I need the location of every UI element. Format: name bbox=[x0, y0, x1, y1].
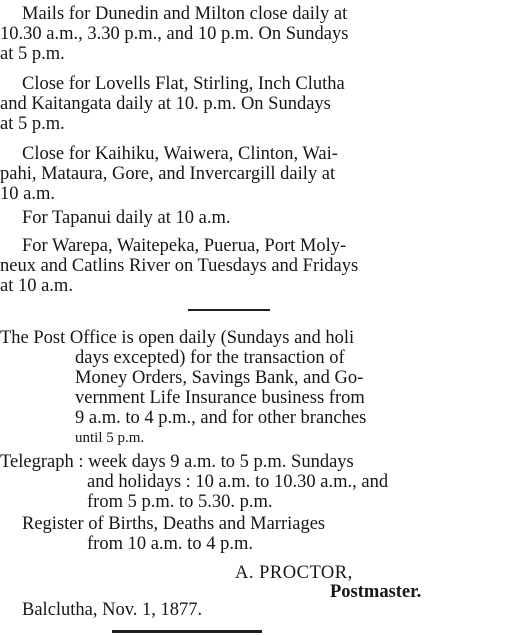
text-line: 10.30 a.m., 3.30 p.m., and 10 p.m. On Sundays bbox=[0, 24, 349, 44]
place-and-date: Balclutha, Nov. 1, 1877. bbox=[22, 600, 203, 620]
text-line: vernment Life Insurance business from bbox=[75, 388, 365, 408]
text-line: from 10 a.m. to 4 p.m. bbox=[87, 534, 253, 554]
text-line: at 10 a.m. bbox=[0, 276, 73, 296]
mails-warepa-paragraph bbox=[0, 236, 500, 296]
text-line: until 5 p.m. bbox=[75, 430, 145, 446]
text-line: days excepted) for the transaction of bbox=[75, 348, 345, 368]
register-paragraph bbox=[0, 514, 500, 554]
text-line: and Kaitangata daily at 10. p.m. On Sundays bbox=[0, 94, 331, 114]
text-line: 10 a.m. bbox=[0, 184, 55, 204]
text-line: Telegraph : week days 9 a.m. to 5 p.m. Sundays bbox=[0, 452, 354, 472]
text-line: Register of Births, Deaths and Marriages bbox=[22, 514, 326, 534]
text-line: Mails for Dunedin and Milton close daily at bbox=[22, 4, 348, 24]
text-line: Money Orders, Savings Bank, and Go- bbox=[75, 368, 364, 388]
text-line: For Tapanui daily at 10 a.m. bbox=[22, 208, 231, 228]
signature-title: Postmaster. bbox=[330, 582, 422, 602]
bottom-divider bbox=[112, 630, 262, 633]
text-line: 9 a.m. to 4 p.m., and for other branches bbox=[75, 408, 367, 428]
mails-kaihiku-paragraph bbox=[0, 144, 500, 204]
text-line: The Post Office is open daily (Sundays and holi bbox=[0, 328, 355, 348]
text-line: at 5 p.m. bbox=[0, 114, 65, 134]
mails-tapanui-paragraph bbox=[0, 208, 500, 228]
text-line: neux and Catlins River on Tuesdays and Fridays bbox=[0, 256, 359, 276]
mails-dunedin-paragraph bbox=[0, 4, 500, 64]
text-line: and holidays : 10 a.m. to 10.30 a.m., and bbox=[87, 472, 389, 492]
text-line: Close for Kaihiku, Waiwera, Clinton, Wai- bbox=[22, 144, 338, 164]
text-line: at 5 p.m. bbox=[0, 44, 65, 64]
text-line: pahi, Mataura, Gore, and Invercargill daily at bbox=[0, 164, 336, 184]
post-office-paragraph bbox=[0, 328, 500, 448]
signature-name: A. PROCTOR, bbox=[235, 563, 353, 583]
text-line: Close for Lovells Flat, Stirling, Inch Clutha bbox=[22, 74, 345, 94]
text-line: from 5 p.m. to 5.30. p.m. bbox=[87, 492, 273, 512]
mails-lovells-paragraph bbox=[0, 74, 500, 134]
telegraph-paragraph bbox=[0, 452, 500, 512]
section-divider bbox=[188, 309, 270, 311]
text-line: For Warepa, Waitepeka, Puerua, Port Moly- bbox=[22, 236, 347, 256]
